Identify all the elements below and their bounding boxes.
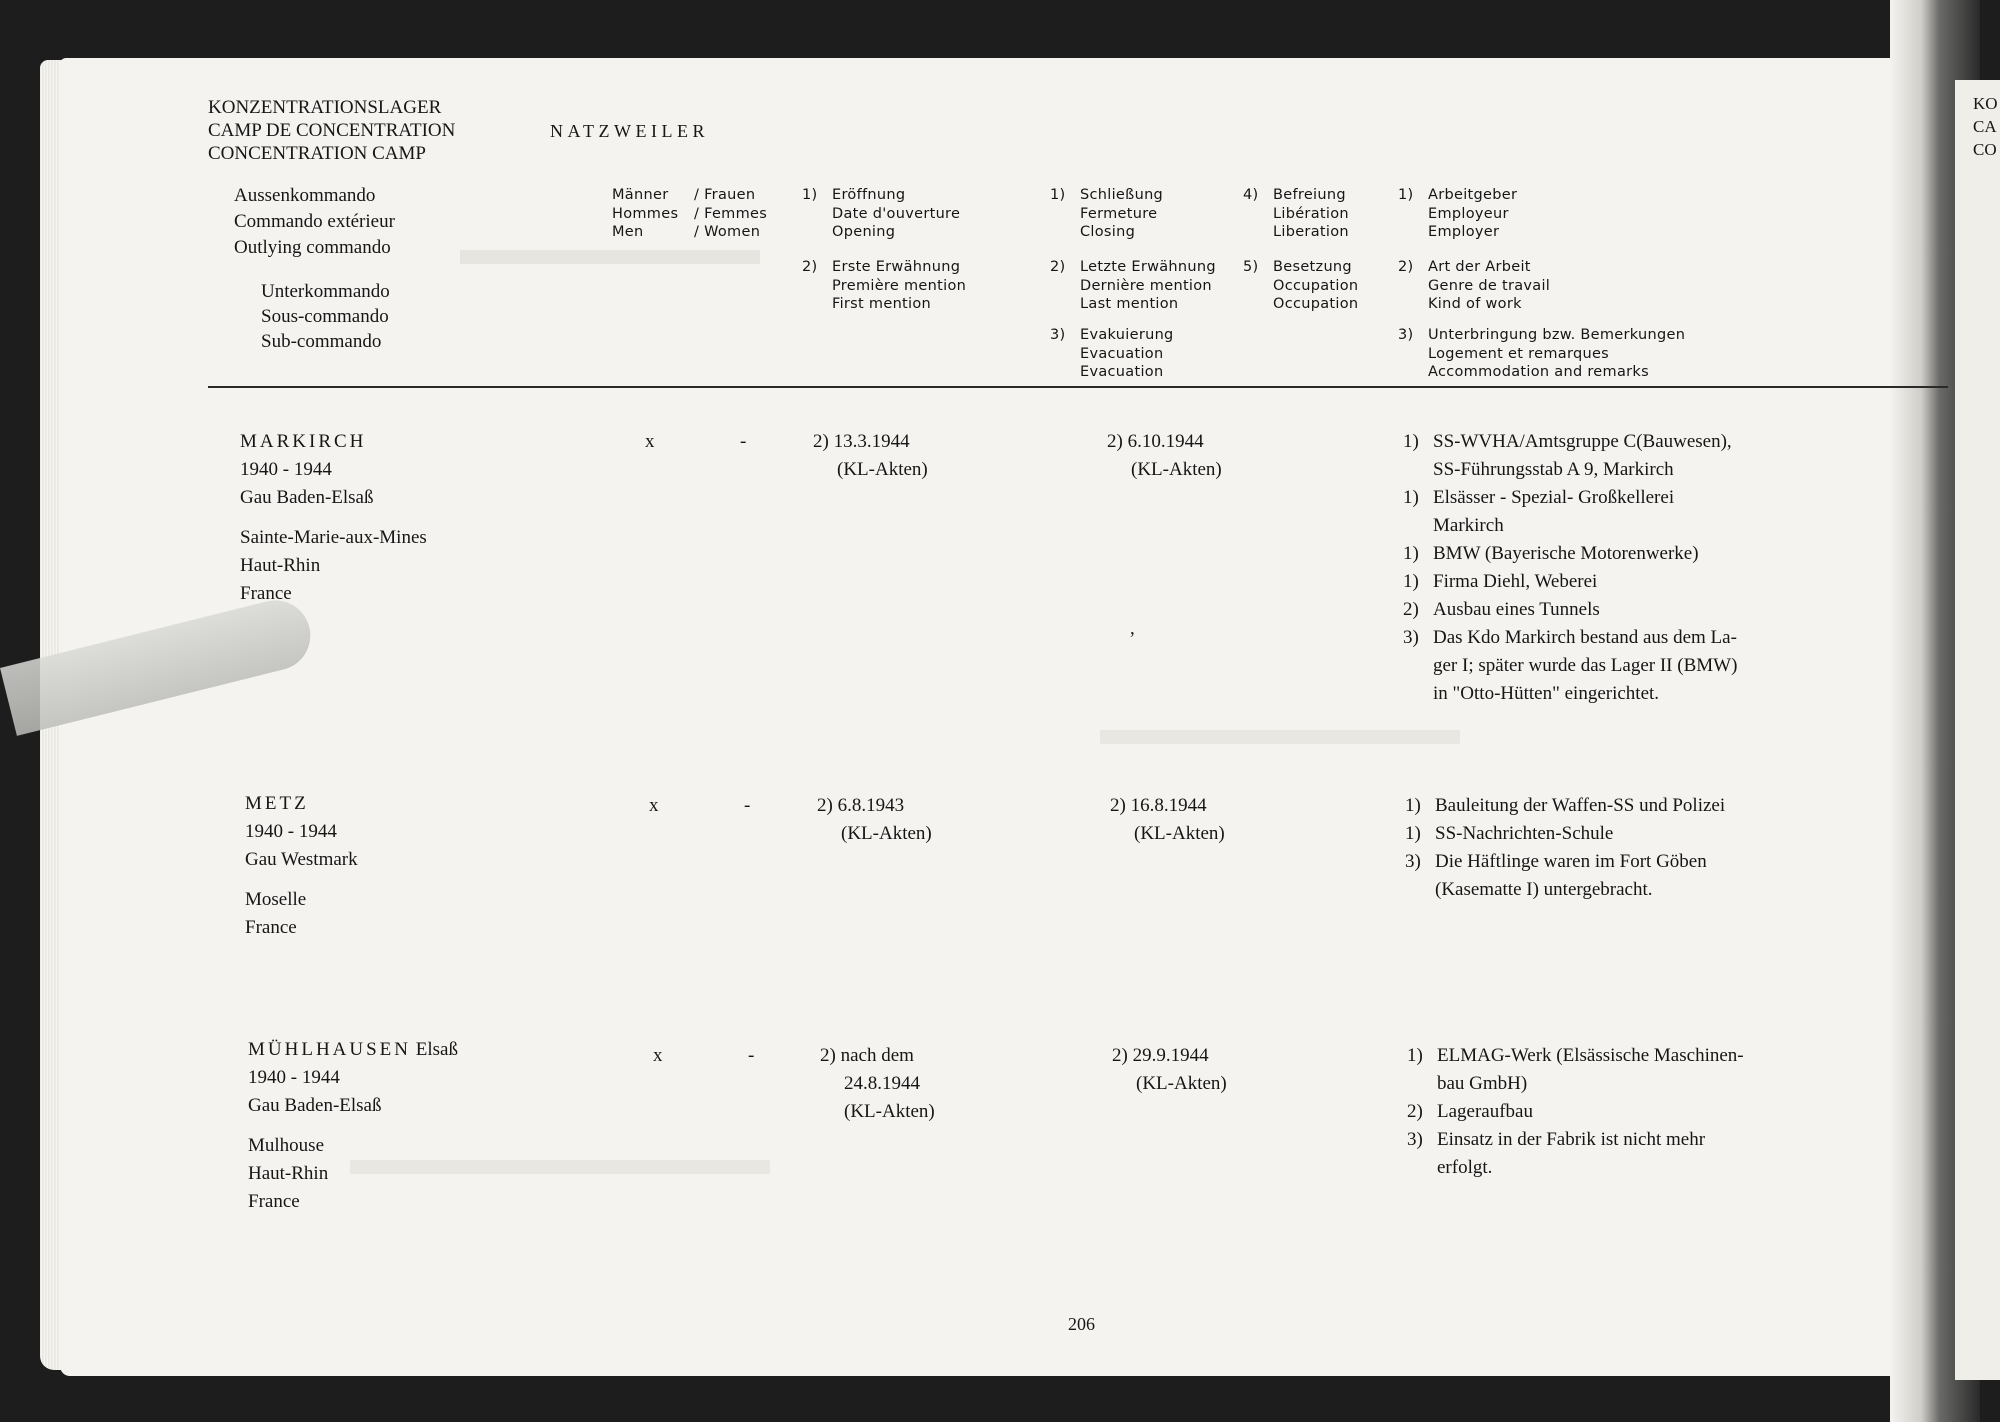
entry-metz-women: - [744, 795, 751, 816]
closing-header: 1) Schließung Fermeture Closing [1050, 187, 1164, 240]
first-mention-header: 2) Erste Erwähnung Première mention First mention [802, 259, 967, 312]
entry-muehlhausen-closing: 2) 29.9.1944 (KL-Akten) [1112, 1045, 1227, 1094]
entry-markirch-location: MARKIRCH 1940 - 1944 Gau Baden-Elsaß Sainte-Marie-aux-Mines Haut-Rhin France [240, 431, 427, 604]
entry-metz-details: 1) Bauleitung der Waffen-SS und Polizei 1) SS-Nachrichten-Schule 3) Die Häftlinge waren im Fort Göben (Kasematte I) untergebracht. [1405, 795, 1726, 900]
page-number: 206 [1068, 1314, 1095, 1334]
entry-metz-men: x [649, 795, 659, 816]
entry-metz-location: METZ 1940 - 1944 Gau Westmark Moselle France [245, 793, 358, 938]
opening-header: 1) Eröffnung Date d'ouverture Opening [802, 187, 961, 240]
header-divider [208, 386, 1948, 388]
entry-markirch-men: x [645, 431, 655, 452]
entry-markirch-women: - [740, 431, 747, 452]
last-mention-header: 2) Letzte Erwähnung Dernière mention Last mention [1050, 259, 1216, 312]
camp-type-heading: KONZENTRATIONSLAGER CAMP DE CONCENTRATION CONCENTRATION CAMP [208, 97, 456, 164]
employer-header: 1) Arbeitgeber Employeur Employer [1398, 187, 1518, 240]
occupation-header: 5) Besetzung Occupation Occupation [1243, 259, 1359, 312]
unterkommando-heading: Unterkommando Sous-commando Sub-commando [261, 281, 390, 352]
entry-metz-closing: 2) 16.8.1944 (KL-Akten) [1110, 795, 1225, 844]
entry-markirch-stray-mark: , [1130, 618, 1135, 639]
entry-muehlhausen-men: x [653, 1045, 663, 1066]
entry-muehlhausen-opening: 2) nach dem 24.8.1944 (KL-Akten) [820, 1045, 935, 1122]
aussenkommando-heading: Aussenkommando Commando extérieur Outlying commando [234, 185, 395, 258]
bleed-through-mark [460, 250, 760, 264]
entry-markirch-opening: 2) 13.3.1944 (KL-Akten) [813, 431, 928, 480]
entry-muehlhausen-women: - [748, 1045, 755, 1066]
entry-markirch-closing: 2) 6.10.1944 (KL-Akten) [1107, 431, 1222, 480]
entry-markirch-details: 1) SS-WVHA/Amtsgruppe C(Bauwesen), SS-Führungsstab A 9, Markirch 1) Elsässer - Spezial- Großkellerei Markirch 1) BMW (Bayerische Motorenwerke) 1) Firma Diehl, Weberei 2) Ausbau eines Tunnels 3) Das Kdo Markirch bestand aus dem La- ger I; später wurde das Lager II (BMW) in "Otto-Hütten" eingerichtet. [1403, 431, 1738, 704]
camp-name: NATZWEILER [550, 121, 709, 141]
bleed-through-mark [1100, 730, 1460, 744]
liberation-header: 4) Befreiung Libération Liberation [1243, 187, 1349, 240]
entry-metz-opening: 2) 6.8.1943 (KL-Akten) [817, 795, 932, 844]
evacuation-header: 3) Evakuierung Evacuation Evacuation [1050, 327, 1174, 380]
remarks-header: 3) Unterbringung bzw. Bemerkungen Logement et remarques Accommodation and remarks [1398, 327, 1686, 380]
entry-muehlhausen-location: MÜHLHAUSEN Elsaß 1940 - 1944 Gau Baden-Elsaß Mulhouse Haut-Rhin France [248, 1039, 458, 1212]
entry-muehlhausen-details: 1) ELMAG-Werk (Elsässische Maschinen- bau GmbH) 2) Lageraufbau 3) Einsatz in der Fabrik ist nicht mehr erfolgt. [1407, 1045, 1744, 1178]
right-page-fragment: KO CA CO [1973, 94, 1998, 159]
right-page-edge [1955, 80, 2000, 1380]
gender-header: Männer / Frauen Hommes / Femmes Men / Women [612, 187, 768, 240]
work-kind-header: 2) Art der Arbeit Genre de travail Kind of work [1398, 259, 1551, 312]
